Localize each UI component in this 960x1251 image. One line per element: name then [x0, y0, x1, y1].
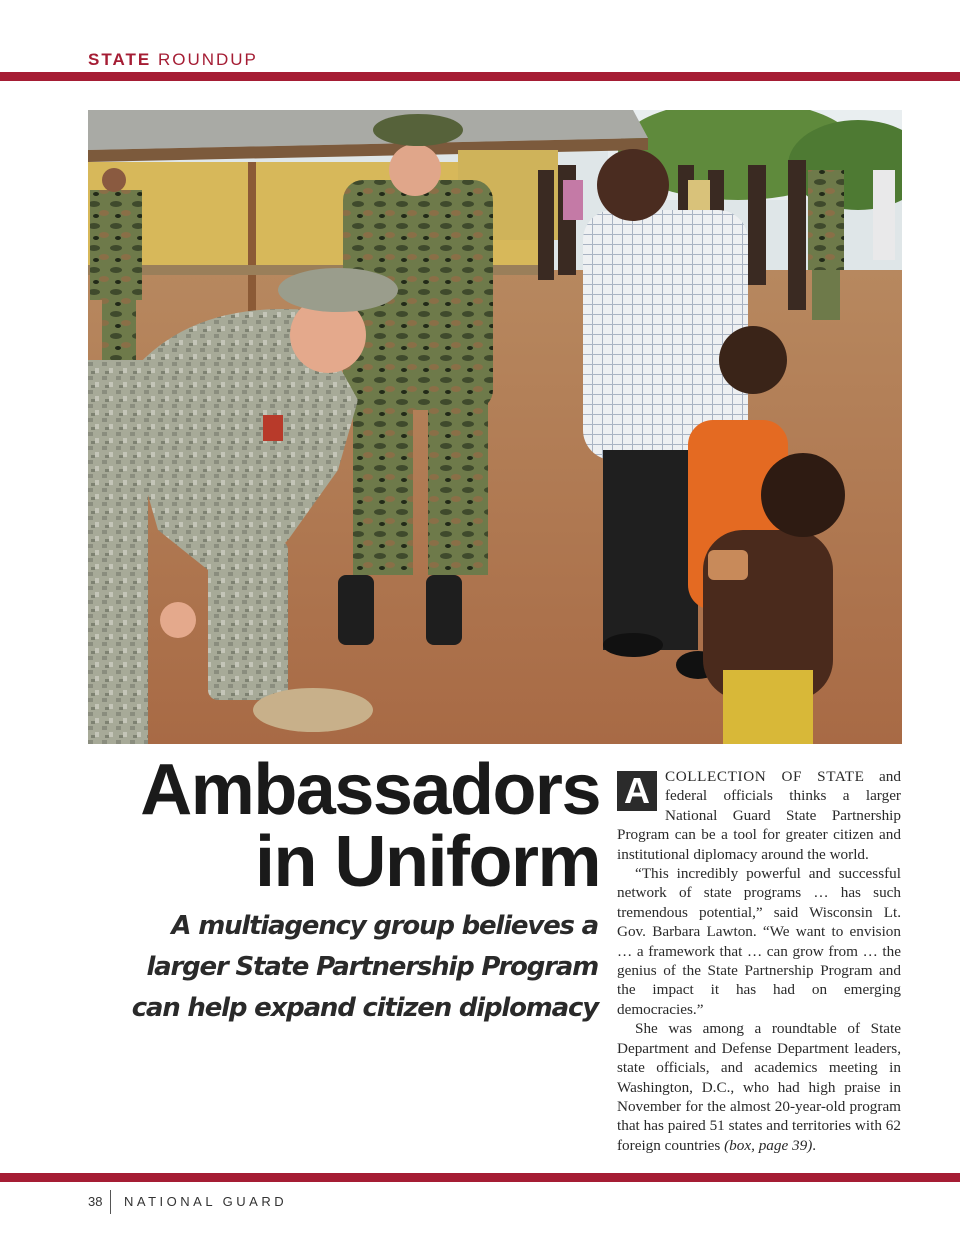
body-paragraph-3 [617, 1019, 901, 1155]
publication-name: NATIONAL GUARD [124, 1194, 288, 1209]
box-reference: (box, page 39) [724, 1136, 813, 1154]
section-label-rest: ROUNDUP [157, 50, 258, 69]
subhead-line-1: A multiagency group believes a [171, 911, 598, 941]
section-label-bold: STATE [88, 50, 152, 69]
page-number: 38 [88, 1194, 103, 1209]
bottom-rule [0, 1173, 960, 1182]
article-body [617, 767, 901, 1155]
headline-line-2: in Uniform [255, 822, 600, 902]
subhead-line-3: can help expand citizen diplomacy [131, 993, 598, 1023]
drop-cap: A [617, 771, 657, 811]
footer-divider [110, 1190, 111, 1214]
article-headline [60, 750, 600, 902]
article-subhead [110, 906, 598, 1029]
body-paragraph-1 [617, 767, 901, 864]
headline-line-1: Ambassadors [140, 750, 600, 830]
top-rule [0, 72, 960, 81]
lead-in-caps: COLLECTION OF STATE [665, 768, 865, 785]
section-label [88, 50, 258, 70]
paragraph-3-text: She was among a roundtable of State Department and Defense Department leaders, state officials, and academics meeting in Washington, D.C., who had high praise in November for the almost 20-year-old program that has paired 51 states and territories with 62 foreign countries [617, 1020, 901, 1154]
paragraph-1-text: and federal officials thinks a larger National Guard State Partnership Program can be a tool for greater citizen and institutional diplomacy around the world. [617, 768, 901, 863]
subhead-line-2: larger State Partnership Program [146, 952, 598, 982]
body-paragraph-2: “This incredibly powerful and successful network of state programs … has such tremendous potential,” said Wisconsin Lt. Gov. Barbara Lawton. “We want to envision … a framework that … can grow from … the genius of the State Partnership Program and the impact it has had on emerging democracies.” [617, 865, 901, 1018]
paragraph-3-end: . [812, 1136, 817, 1154]
article-photo [88, 110, 902, 744]
